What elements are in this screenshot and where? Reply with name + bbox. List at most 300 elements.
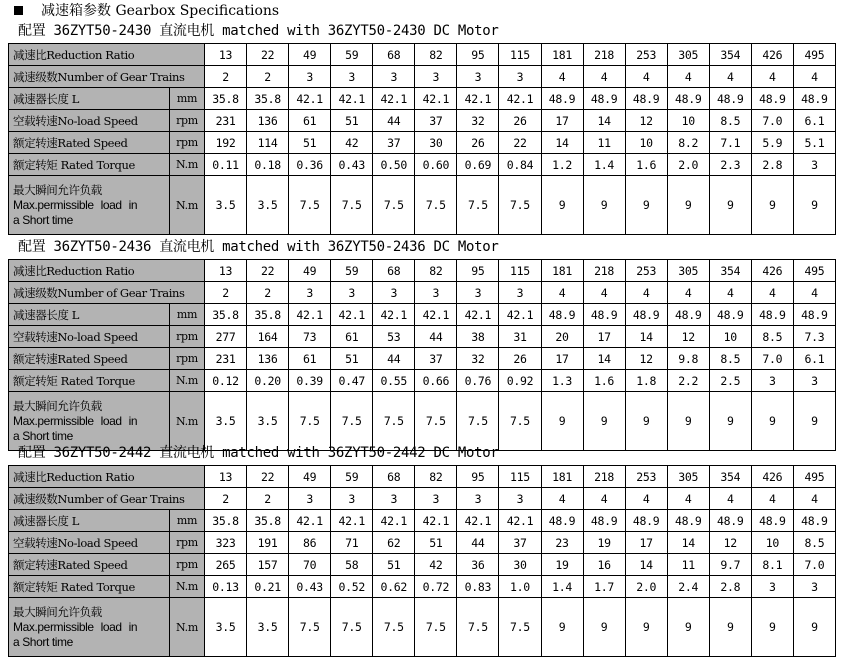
value-cell: 48.9 (667, 304, 709, 326)
unit-cell: N.m (170, 576, 205, 598)
value-cell: 42.1 (415, 88, 457, 110)
value-cell: 2.4 (667, 576, 709, 598)
value-cell: 44 (373, 110, 415, 132)
table-row (9, 260, 836, 282)
value-cell: 7.5 (499, 176, 541, 235)
value-cell: 14 (583, 110, 625, 132)
value-cell: 9 (793, 598, 835, 657)
value-cell: 48.9 (667, 88, 709, 110)
value-cell: 19 (541, 554, 583, 576)
value-cell: 6.1 (793, 110, 835, 132)
value-cell: 2.8 (709, 576, 751, 598)
value-cell: 7.5 (373, 598, 415, 657)
value-cell: 31 (499, 326, 541, 348)
value-cell: 22 (499, 132, 541, 154)
unit-cell: mm (170, 88, 205, 110)
value-cell: 2.3 (709, 154, 751, 176)
value-cell: 48.9 (793, 88, 835, 110)
value-cell: 9 (583, 392, 625, 451)
value-cell: 26 (499, 348, 541, 370)
value-cell: 42.1 (331, 88, 373, 110)
value-cell: 1.6 (625, 154, 667, 176)
table-row (9, 304, 836, 326)
value-cell: 0.39 (289, 370, 331, 392)
value-cell: 9 (751, 176, 793, 235)
value-cell: 3 (331, 488, 373, 510)
row-label: 额定转速Rated Speed (9, 132, 170, 154)
value-cell: 3 (457, 66, 499, 88)
value-cell: 42.1 (289, 304, 331, 326)
value-cell: 4 (625, 488, 667, 510)
value-cell: 48.9 (709, 88, 751, 110)
value-cell: 42.1 (331, 510, 373, 532)
row-label-line: a Short time (13, 212, 73, 227)
row-label: 额定转矩 Rated Torque (9, 154, 170, 176)
value-cell: 0.76 (457, 370, 499, 392)
row-label-max-load (9, 176, 170, 235)
value-cell: 95 (457, 260, 499, 282)
value-cell: 4 (793, 66, 835, 88)
table-row (9, 154, 836, 176)
value-cell: 48.9 (541, 510, 583, 532)
table-row (9, 576, 836, 598)
value-cell: 3 (457, 282, 499, 304)
value-cell: 10 (667, 110, 709, 132)
value-cell: 12 (625, 110, 667, 132)
value-cell: 136 (247, 110, 289, 132)
value-cell: 192 (205, 132, 247, 154)
value-cell: 2 (205, 488, 247, 510)
value-cell: 305 (667, 44, 709, 66)
value-cell: 20 (541, 326, 583, 348)
value-cell: 51 (373, 554, 415, 576)
value-cell: 4 (667, 66, 709, 88)
value-cell: 9 (541, 598, 583, 657)
value-cell: 495 (793, 44, 835, 66)
unit-cell: mm (170, 304, 205, 326)
value-cell: 86 (289, 532, 331, 554)
table-row (9, 510, 836, 532)
value-cell: 7.1 (709, 132, 751, 154)
value-cell: 4 (583, 282, 625, 304)
row-label: 额定转速Rated Speed (9, 348, 170, 370)
row-label-line: a Short time (13, 634, 73, 649)
value-cell: 59 (331, 260, 373, 282)
value-cell: 305 (667, 466, 709, 488)
value-cell: 0.43 (331, 154, 373, 176)
value-cell: 82 (415, 260, 457, 282)
value-cell: 9 (793, 176, 835, 235)
value-cell: 68 (373, 466, 415, 488)
value-cell: 9 (751, 392, 793, 451)
value-cell: 0.66 (415, 370, 457, 392)
unit-cell: rpm (170, 554, 205, 576)
value-cell: 4 (541, 282, 583, 304)
value-cell: 495 (793, 466, 835, 488)
value-cell: 62 (373, 532, 415, 554)
unit-cell: rpm (170, 326, 205, 348)
value-cell: 32 (457, 348, 499, 370)
value-cell: 95 (457, 466, 499, 488)
value-cell: 7.0 (793, 554, 835, 576)
value-cell: 7.5 (415, 598, 457, 657)
value-cell: 70 (289, 554, 331, 576)
value-cell: 0.60 (415, 154, 457, 176)
value-cell: 48.9 (583, 88, 625, 110)
value-cell: 14 (625, 326, 667, 348)
value-cell: 26 (499, 110, 541, 132)
row-label: 减速比Reduction Ratio (9, 44, 205, 66)
table-row (9, 326, 836, 348)
row-label: 减速级数Number of Gear Trains (9, 282, 205, 304)
value-cell: 9 (625, 176, 667, 235)
value-cell: 35.8 (205, 304, 247, 326)
value-cell: 3 (499, 488, 541, 510)
value-cell: 3 (331, 66, 373, 88)
value-cell: 2.0 (625, 576, 667, 598)
value-cell: 115 (499, 466, 541, 488)
value-cell: 115 (499, 260, 541, 282)
value-cell: 58 (331, 554, 373, 576)
value-cell: 3 (751, 370, 793, 392)
section-title: 配置 36ZYT50-2442 直流电机 matched with 36ZYT50-2442 DC Motor (18, 445, 499, 461)
value-cell: 7.5 (499, 598, 541, 657)
table-row (9, 132, 836, 154)
value-cell: 48.9 (625, 510, 667, 532)
value-cell: 218 (583, 260, 625, 282)
value-cell: 42.1 (499, 510, 541, 532)
value-cell: 35.8 (247, 510, 289, 532)
value-cell: 73 (289, 326, 331, 348)
value-cell: 48.9 (793, 304, 835, 326)
value-cell: 42.1 (457, 88, 499, 110)
value-cell: 37 (373, 132, 415, 154)
value-cell: 13 (205, 44, 247, 66)
value-cell: 354 (709, 44, 751, 66)
value-cell: 14 (625, 554, 667, 576)
value-cell: 42 (415, 554, 457, 576)
value-cell: 48.9 (751, 304, 793, 326)
value-cell: 7.5 (415, 392, 457, 451)
value-cell: 9 (625, 598, 667, 657)
value-cell: 14 (583, 348, 625, 370)
value-cell: 9 (667, 392, 709, 451)
table-row (9, 488, 836, 510)
value-cell: 0.84 (499, 154, 541, 176)
value-cell: 7.5 (373, 392, 415, 451)
table-row (9, 392, 836, 451)
value-cell: 82 (415, 466, 457, 488)
value-cell: 9 (583, 176, 625, 235)
value-cell: 10 (625, 132, 667, 154)
value-cell: 10 (709, 326, 751, 348)
row-label: 空载转速No-load Speed (9, 110, 170, 132)
spec-table (8, 259, 836, 451)
value-cell: 7.3 (793, 326, 835, 348)
row-label: 减速比Reduction Ratio (9, 466, 205, 488)
value-cell: 37 (499, 532, 541, 554)
value-cell: 253 (625, 466, 667, 488)
value-cell: 48.9 (583, 510, 625, 532)
value-cell: 22 (247, 44, 289, 66)
value-cell: 22 (247, 260, 289, 282)
value-cell: 2 (205, 282, 247, 304)
value-cell: 95 (457, 44, 499, 66)
value-cell: 53 (373, 326, 415, 348)
value-cell: 30 (499, 554, 541, 576)
value-cell: 42.1 (331, 304, 373, 326)
value-cell: 42.1 (373, 88, 415, 110)
value-cell: 4 (793, 488, 835, 510)
value-cell: 3 (289, 282, 331, 304)
value-cell: 3 (373, 66, 415, 88)
unit-cell: N.m (170, 176, 205, 235)
value-cell: 426 (751, 466, 793, 488)
value-cell: 12 (625, 348, 667, 370)
value-cell: 4 (625, 66, 667, 88)
row-label: 减速级数Number of Gear Trains (9, 66, 205, 88)
value-cell: 181 (541, 260, 583, 282)
value-cell: 4 (751, 282, 793, 304)
value-cell: 38 (457, 326, 499, 348)
value-cell: 2 (205, 66, 247, 88)
table-row (9, 598, 836, 657)
value-cell: 8.5 (709, 110, 751, 132)
value-cell: 9 (751, 598, 793, 657)
value-cell: 231 (205, 110, 247, 132)
section-title: 配置 36ZYT50-2430 直流电机 matched with 36ZYT50-2430 DC Motor (18, 23, 499, 39)
value-cell: 13 (205, 466, 247, 488)
value-cell: 1.4 (541, 576, 583, 598)
value-cell: 9 (709, 392, 751, 451)
value-cell: 35.8 (247, 304, 289, 326)
value-cell: 71 (331, 532, 373, 554)
row-label: 减速器长度 L (9, 88, 170, 110)
value-cell: 51 (289, 132, 331, 154)
value-cell: 2 (247, 488, 289, 510)
value-cell: 3 (751, 576, 793, 598)
value-cell: 1.3 (541, 370, 583, 392)
value-cell: 3 (373, 488, 415, 510)
row-label: 减速器长度 L (9, 304, 170, 326)
value-cell: 42.1 (373, 304, 415, 326)
value-cell: 3 (793, 154, 835, 176)
row-label-line: 最大瞬间允许负载 (13, 604, 102, 619)
value-cell: 12 (709, 532, 751, 554)
unit-cell: rpm (170, 132, 205, 154)
unit-cell: N.m (170, 370, 205, 392)
value-cell: 68 (373, 260, 415, 282)
value-cell: 191 (247, 532, 289, 554)
value-cell: 48.9 (751, 88, 793, 110)
row-label: 空载转速No-load Speed (9, 532, 170, 554)
value-cell: 82 (415, 44, 457, 66)
value-cell: 48.9 (709, 304, 751, 326)
value-cell: 0.83 (457, 576, 499, 598)
value-cell: 5.1 (793, 132, 835, 154)
value-cell: 49 (289, 44, 331, 66)
value-cell: 1.7 (583, 576, 625, 598)
value-cell: 11 (583, 132, 625, 154)
value-cell: 12 (667, 326, 709, 348)
value-cell: 115 (499, 44, 541, 66)
value-cell: 7.5 (457, 598, 499, 657)
value-cell: 426 (751, 44, 793, 66)
row-label: 额定转矩 Rated Torque (9, 370, 170, 392)
value-cell: 0.36 (289, 154, 331, 176)
value-cell: 9 (793, 392, 835, 451)
value-cell: 7.0 (751, 110, 793, 132)
value-cell: 4 (625, 282, 667, 304)
value-cell: 42.1 (457, 510, 499, 532)
row-label-max-load (9, 598, 170, 657)
value-cell: 9 (583, 598, 625, 657)
value-cell: 42.1 (457, 304, 499, 326)
value-cell: 9.7 (709, 554, 751, 576)
value-cell: 9 (709, 598, 751, 657)
value-cell: 354 (709, 260, 751, 282)
unit-cell: rpm (170, 348, 205, 370)
value-cell: 51 (331, 110, 373, 132)
value-cell: 4 (709, 282, 751, 304)
value-cell: 68 (373, 44, 415, 66)
value-cell: 48.9 (541, 88, 583, 110)
value-cell: 59 (331, 466, 373, 488)
value-cell: 253 (625, 44, 667, 66)
row-label-line: 最大瞬间允许负载 (13, 182, 102, 197)
value-cell: 49 (289, 466, 331, 488)
value-cell: 0.43 (289, 576, 331, 598)
value-cell: 7.5 (457, 176, 499, 235)
value-cell: 42 (331, 132, 373, 154)
table-row (9, 44, 836, 66)
value-cell: 17 (583, 326, 625, 348)
value-cell: 42.1 (415, 510, 457, 532)
value-cell: 3 (499, 66, 541, 88)
value-cell: 3 (499, 282, 541, 304)
value-cell: 8.2 (667, 132, 709, 154)
value-cell: 42.1 (415, 304, 457, 326)
value-cell: 1.0 (499, 576, 541, 598)
value-cell: 4 (751, 488, 793, 510)
value-cell: 11 (667, 554, 709, 576)
value-cell: 22 (247, 466, 289, 488)
value-cell: 17 (541, 110, 583, 132)
value-cell: 49 (289, 260, 331, 282)
value-cell: 36 (457, 554, 499, 576)
value-cell: 218 (583, 44, 625, 66)
value-cell: 48.9 (625, 304, 667, 326)
value-cell: 0.50 (373, 154, 415, 176)
row-label: 额定转速Rated Speed (9, 554, 170, 576)
table-row (9, 370, 836, 392)
unit-cell: N.m (170, 392, 205, 451)
value-cell: 136 (247, 348, 289, 370)
unit-cell: mm (170, 510, 205, 532)
value-cell: 30 (415, 132, 457, 154)
value-cell: 426 (751, 260, 793, 282)
section-title: 配置 36ZYT50-2436 直流电机 matched with 36ZYT50-2436 DC Motor (18, 239, 499, 255)
value-cell: 61 (289, 110, 331, 132)
value-cell: 35.8 (205, 88, 247, 110)
value-cell: 354 (709, 466, 751, 488)
value-cell: 8.5 (751, 326, 793, 348)
value-cell: 7.5 (289, 392, 331, 451)
value-cell: 9 (709, 176, 751, 235)
value-cell: 4 (793, 282, 835, 304)
value-cell: 7.5 (499, 392, 541, 451)
value-cell: 9.8 (667, 348, 709, 370)
value-cell: 305 (667, 260, 709, 282)
value-cell: 13 (205, 260, 247, 282)
row-label-max-load (9, 392, 170, 451)
value-cell: 7.5 (457, 392, 499, 451)
row-label: 额定转矩 Rated Torque (9, 576, 170, 598)
unit-cell: N.m (170, 598, 205, 657)
value-cell: 1.2 (541, 154, 583, 176)
value-cell: 181 (541, 44, 583, 66)
unit-cell: rpm (170, 532, 205, 554)
value-cell: 164 (247, 326, 289, 348)
value-cell: 37 (415, 110, 457, 132)
value-cell: 0.20 (247, 370, 289, 392)
value-cell: 42.1 (499, 88, 541, 110)
value-cell: 2 (247, 282, 289, 304)
value-cell: 3 (331, 282, 373, 304)
row-label: 空载转速No-load Speed (9, 326, 170, 348)
value-cell: 14 (541, 132, 583, 154)
value-cell: 0.55 (373, 370, 415, 392)
value-cell: 9 (541, 392, 583, 451)
row-label-line: Max.permissible load in (13, 413, 138, 428)
row-label-line: a Short time (13, 428, 73, 443)
square-bullet-icon (14, 6, 23, 15)
value-cell: 3.5 (205, 392, 247, 451)
row-label-line: Max.permissible load in (13, 197, 138, 212)
value-cell: 2.0 (667, 154, 709, 176)
value-cell: 7.5 (373, 176, 415, 235)
value-cell: 7.5 (331, 176, 373, 235)
value-cell: 2.2 (667, 370, 709, 392)
value-cell: 14 (667, 532, 709, 554)
value-cell: 3 (415, 66, 457, 88)
table-row (9, 176, 836, 235)
value-cell: 114 (247, 132, 289, 154)
value-cell: 10 (751, 532, 793, 554)
value-cell: 48.9 (625, 88, 667, 110)
value-cell: 35.8 (247, 88, 289, 110)
value-cell: 1.4 (583, 154, 625, 176)
unit-cell: rpm (170, 110, 205, 132)
value-cell: 6.1 (793, 348, 835, 370)
value-cell: 61 (289, 348, 331, 370)
value-cell: 3 (289, 488, 331, 510)
value-cell: 8.1 (751, 554, 793, 576)
value-cell: 0.11 (205, 154, 247, 176)
value-cell: 4 (583, 66, 625, 88)
spec-table (8, 465, 836, 657)
value-cell: 4 (667, 488, 709, 510)
value-cell: 48.9 (583, 304, 625, 326)
value-cell: 0.92 (499, 370, 541, 392)
value-cell: 44 (373, 348, 415, 370)
value-cell: 59 (331, 44, 373, 66)
unit-cell: N.m (170, 154, 205, 176)
table-row (9, 466, 836, 488)
value-cell: 44 (457, 532, 499, 554)
value-cell: 0.21 (247, 576, 289, 598)
value-cell: 9 (667, 598, 709, 657)
